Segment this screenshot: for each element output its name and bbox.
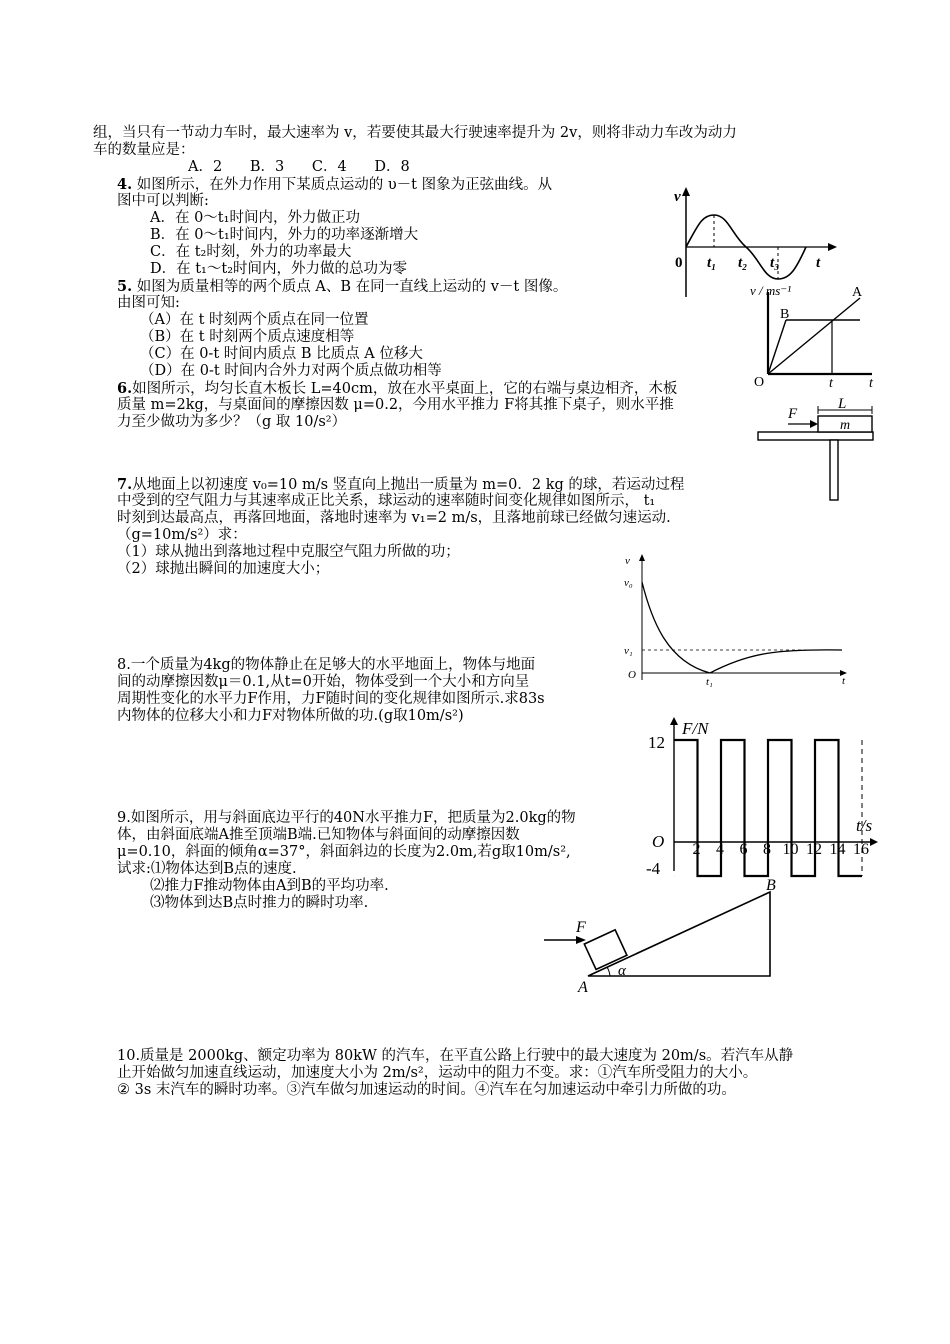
q4-number: 4. bbox=[117, 176, 133, 193]
q6-line2: 质量 m=2kg，与桌面间的摩擦因数 μ=0.2，今用水平推力 F将其推下桌子，则水平推 bbox=[117, 397, 674, 413]
q5-figure bbox=[750, 282, 880, 390]
q8-x-arrow bbox=[870, 838, 878, 846]
q9-label-b: B bbox=[766, 877, 776, 894]
q7-line4: （g=10m/s²）求： bbox=[117, 527, 247, 543]
q9-force-arrowhead bbox=[576, 936, 586, 944]
q4-label-t2: t₂ bbox=[738, 255, 748, 271]
q9-label-f: F bbox=[576, 919, 586, 936]
q9-label-alpha: α bbox=[618, 963, 626, 979]
q9-incline-figure bbox=[540, 877, 800, 1000]
q6-number: 6. bbox=[117, 380, 133, 397]
q9-line5: ⑵推力F推动物体由A到B的平均功率. bbox=[150, 878, 389, 894]
q7-line3: 时刻到达最高点，再落回地面，落地时速率为 v₁=2 m/s，且落地前球已经做匀速运动. bbox=[117, 510, 671, 526]
q7-curve-fall bbox=[710, 650, 842, 673]
q4-t-arrow bbox=[828, 243, 837, 251]
q7-line1-wrap bbox=[117, 476, 684, 494]
q7-label-t: t bbox=[842, 675, 846, 687]
q8-x-tick-10: 10 bbox=[782, 841, 799, 858]
q7-label-o: O bbox=[628, 669, 636, 681]
q5-stem bbox=[117, 278, 567, 296]
q7-label-v: v bbox=[625, 555, 630, 567]
q4-label-t1: t₁ bbox=[707, 255, 717, 271]
q10-line2: 止开始做匀加速直线运动，加速度大小为 2m/s²，运动中的阻力不变。求：①汽车所受阻力的大小。 bbox=[117, 1065, 758, 1081]
q5-option-b: （B）在 t 时刻两个质点速度相等 bbox=[140, 329, 355, 345]
q8-line4: 内物体的位移大小和力F对物体所做的功.(g取10m/s²) bbox=[117, 708, 464, 724]
q4-option-a: A．在 0～t₁时间内，外力做正功 bbox=[150, 210, 360, 226]
q4-option-d: D．在 t₁～t₂时间内，外力做的总功为零 bbox=[150, 261, 408, 277]
q5-option-d: （D）在 0-t 时间内合外力对两个质点做功相等 bbox=[140, 363, 442, 379]
q6-line3: 力至少做功为多少？（g 取 10/s²） bbox=[117, 414, 347, 430]
q9-line6: ⑶物体到达B点时推力的瞬时功率. bbox=[150, 895, 369, 911]
q9-line3: μ=0.10，斜面的倾角α=37°，斜面斜边的长度为2.0m,若g取10m/s², bbox=[117, 844, 571, 860]
q7-label-t1: t₁ bbox=[706, 676, 713, 688]
q8-x-tick-16: 16 bbox=[853, 841, 869, 858]
q10-line1: 10.质量是 2000kg、额定功率为 80kW 的汽车，在平直公路上行驶中的最大速度为 20m/s。若汽车从静 bbox=[117, 1048, 794, 1064]
q6-force-arrowhead bbox=[810, 420, 818, 428]
q5-label-o: O bbox=[754, 375, 765, 390]
q5-stem-line1: 如图为质量相等的两个质点 A、B 在同一直线上运动的 v－t 图像。 bbox=[136, 279, 568, 295]
q7-label-v1: v₁ bbox=[624, 645, 633, 657]
q4-option-c: C．在 t₂时刻，外力的功率最大 bbox=[150, 244, 352, 260]
q7-line2: 中受到的空气阻力与其速率成正比关系，球运动的速率随时间变化规律如图所示， t₁ bbox=[117, 493, 656, 509]
q4-label-v: v bbox=[674, 189, 681, 205]
q8-x-tick-6: 6 bbox=[739, 841, 748, 858]
q8-origin-label: O bbox=[652, 832, 665, 851]
q4-stem-line2: 图中可以判断: bbox=[117, 193, 209, 209]
q4-label-t3: t₃ bbox=[770, 255, 780, 271]
q8-y-tick-12: 12 bbox=[648, 733, 665, 752]
q5-label-t: t bbox=[829, 376, 833, 391]
q9-line1: 9.如图所示，用与斜面底边平行的40N水平推力F，把质量为2.0kg的物 bbox=[117, 810, 576, 826]
q6-line1-wrap bbox=[117, 380, 677, 398]
q8-x-tick-labels bbox=[693, 841, 870, 858]
q5-option-a: （A）在 t 时刻两个质点在同一位置 bbox=[140, 312, 369, 328]
q8-line3: 周期性变化的水平力F作用，力F随时间的变化规律如图所示.求83s bbox=[117, 691, 545, 707]
q9-line4: 试求:⑴物体达到B点的速度. bbox=[117, 861, 297, 877]
q4-stem-line1: 如图所示，在外力作用下某质点运动的 υ－t 图象为正弦曲线。从 bbox=[136, 177, 553, 193]
q8-line1: 8.一个质量为4kg的物体静止在足够大的水平地面上，物体与地面 bbox=[117, 657, 536, 673]
q8-y-axis-label: F/N bbox=[682, 719, 709, 738]
q6-figure bbox=[758, 396, 883, 502]
q5-label-v: v / ms⁻¹ bbox=[750, 283, 792, 298]
q8-x-axis-label: t/s bbox=[856, 816, 873, 835]
q8-x-tick-8: 8 bbox=[763, 841, 771, 858]
q5-label-b: B bbox=[780, 307, 790, 322]
q6-table-top bbox=[758, 432, 873, 440]
q4-label-t: t bbox=[816, 255, 821, 271]
q6-label-m: m bbox=[840, 418, 851, 433]
q8-line2: 间的动摩擦因数μ＝0.1,从t=0开始，物体受到一个大小和方向呈 bbox=[117, 674, 530, 690]
q6-label-f: F bbox=[788, 406, 798, 422]
q9-label-a: A bbox=[578, 979, 588, 996]
q6-table-leg bbox=[830, 440, 838, 500]
q3-options: A．2 B．3 C．4 D．8 bbox=[188, 159, 410, 175]
q8-force-chart bbox=[642, 714, 888, 876]
q6-label-l: L bbox=[838, 396, 847, 412]
q4-stem bbox=[117, 176, 552, 194]
q9-line2: 体，由斜面底端A推至顶端B端.已知物体与斜面间的动摩擦因数 bbox=[117, 827, 520, 843]
q7-line1: 从地面上以初速度 v₀=10 m/s 竖直向上抛出一质量为 m=0．2 kg 的球，若运动过程 bbox=[132, 477, 685, 493]
q8-y-arrow bbox=[670, 717, 678, 725]
q8-y-tick-minus4: -4 bbox=[646, 859, 661, 878]
q7-v-arrow bbox=[639, 554, 645, 561]
q4-label-o: 0 bbox=[675, 255, 683, 271]
q8-x-tick-2: 2 bbox=[692, 841, 701, 858]
q5-label-t-axis: t bbox=[869, 376, 873, 391]
q4-v-arrow bbox=[682, 187, 690, 196]
q5-number: 5. bbox=[117, 278, 133, 295]
q7-figure bbox=[620, 552, 855, 687]
q3-line1: 组，当只有一节动力车时，最大速率为 v，若要使其最大行驶速率提升为 2v，则将非动力车改为动力 bbox=[93, 125, 737, 141]
q8-x-tick-14: 14 bbox=[829, 841, 846, 858]
q3-line2: 车的数量应是： bbox=[93, 142, 195, 158]
q7-label-v0: v₀ bbox=[624, 577, 633, 589]
q4-option-b: B．在 0～t₁时间内，外力的功率逐渐增大 bbox=[150, 227, 419, 243]
q7-question2: （2）球抛出瞬间的加速度大小； bbox=[117, 561, 330, 577]
q7-curve-rise bbox=[642, 582, 710, 673]
q5-option-c: （C）在 0-t 时间内质点 B 比质点 A 位移大 bbox=[140, 346, 423, 362]
q5-label-a: A bbox=[852, 285, 863, 300]
q5-stem-line2: 由图可知: bbox=[117, 295, 180, 311]
q7-number: 7. bbox=[117, 476, 133, 493]
q10-line3: ② 3s 末汽车的瞬时功率。③汽车做匀加速运动的时间。④汽车在匀加速运动中牵引力所做的功。 bbox=[117, 1082, 736, 1098]
q7-question1: （1）球从抛出到落地过程中克服空气阻力所做的功； bbox=[117, 544, 460, 560]
q8-x-tick-12: 12 bbox=[806, 841, 822, 858]
q8-x-tick-4: 4 bbox=[716, 841, 724, 858]
q6-line1: 如图所示，均匀长直木板长 L=40cm，放在水平桌面上，它的右端与桌边相齐，木板 bbox=[132, 381, 678, 397]
